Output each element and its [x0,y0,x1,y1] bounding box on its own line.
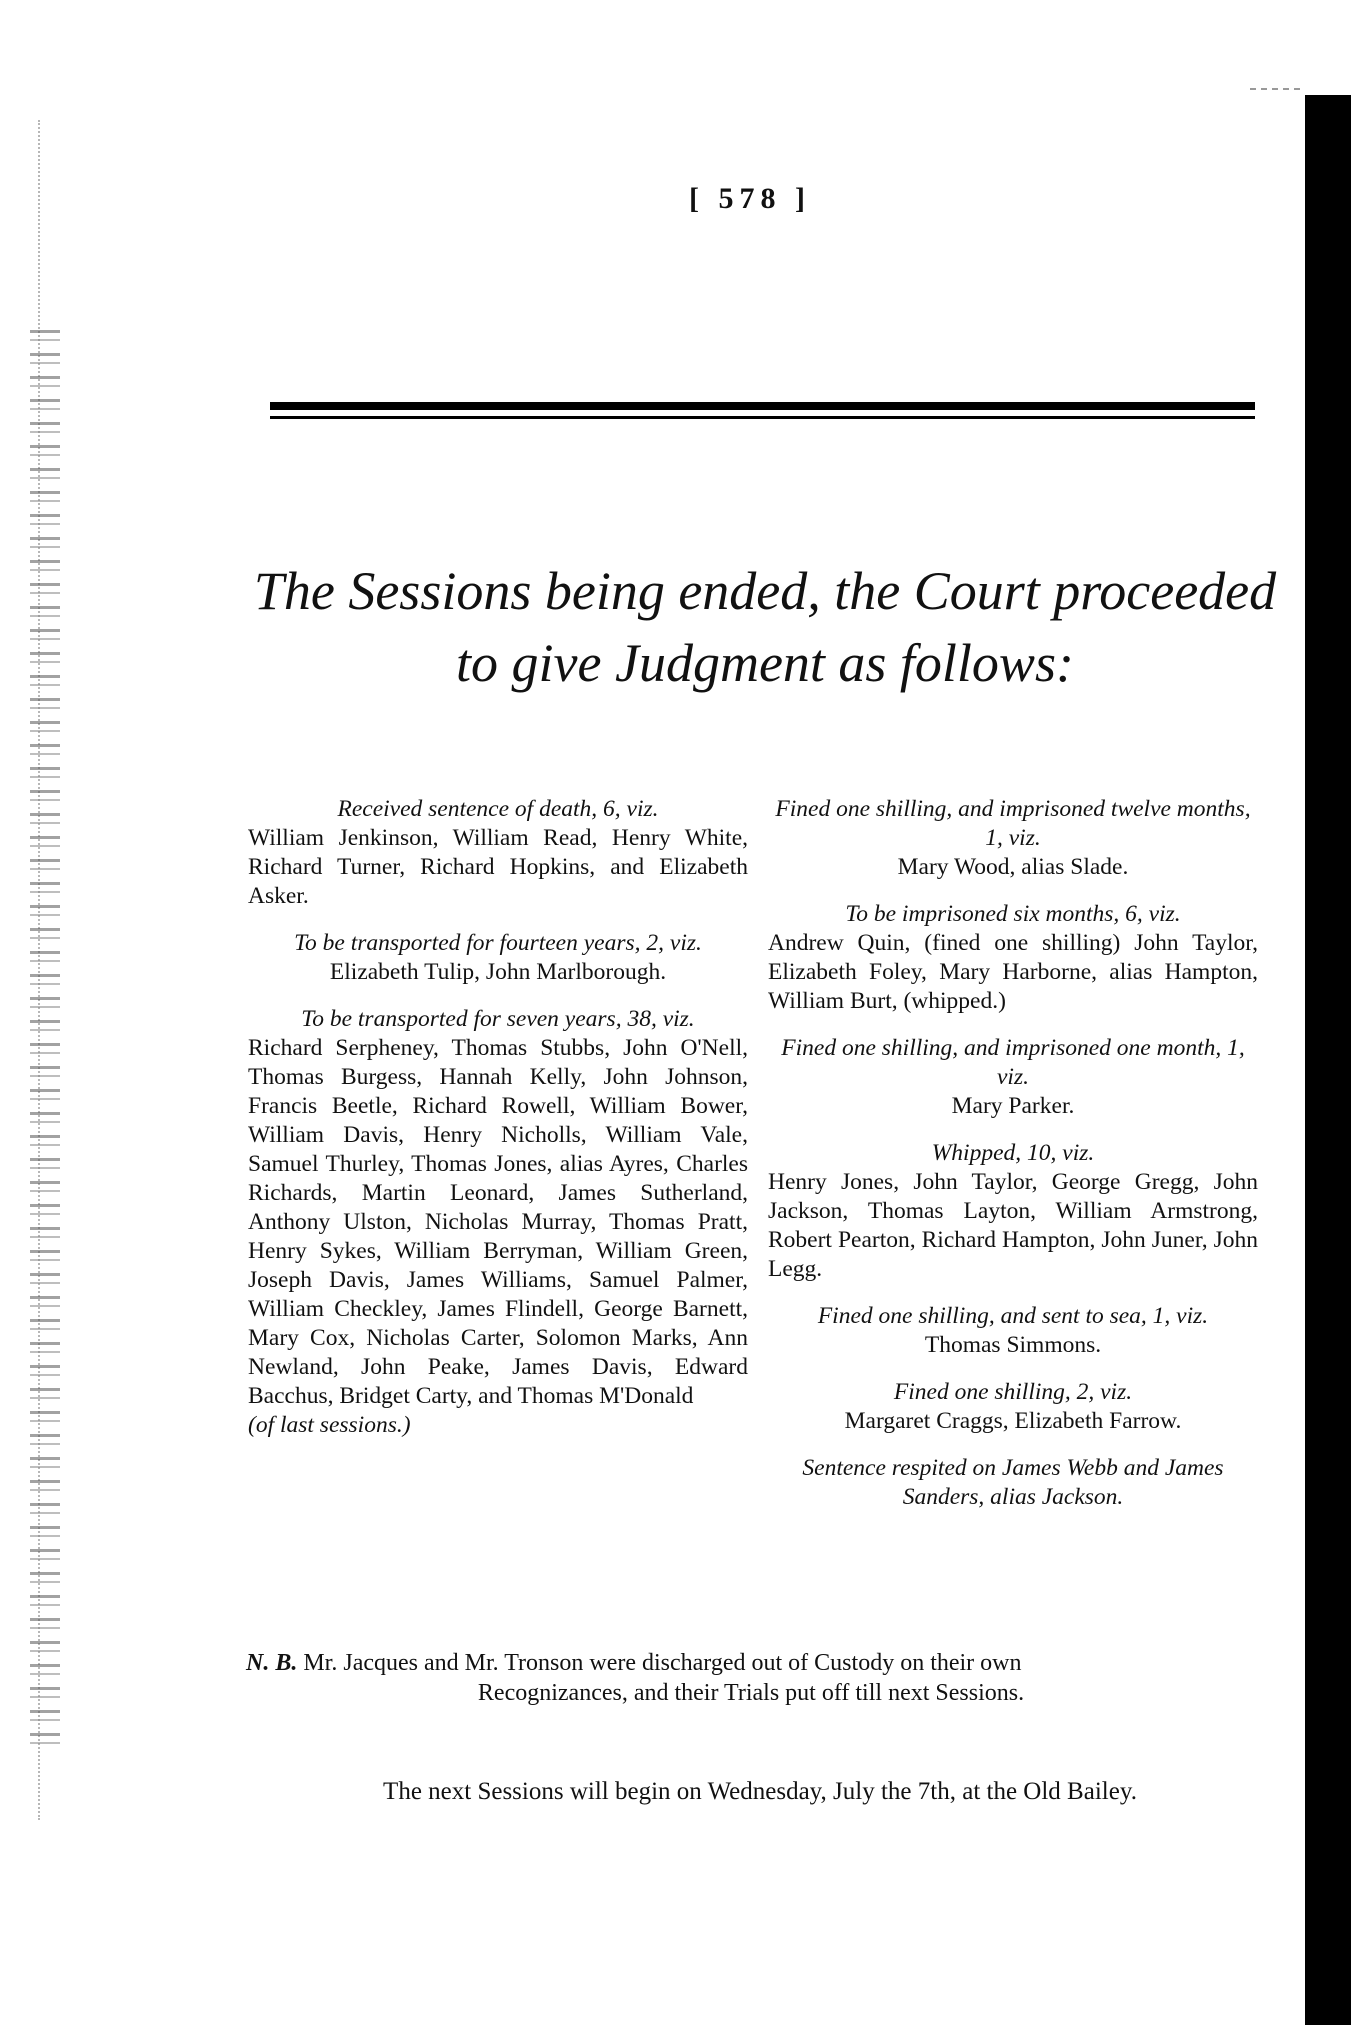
section-names: Richard Serpheney, Thomas Stubbs, John O'Nell, Thomas Burgess, Hannah Kelly, John Johnson, Francis Beetle, Richard Rowell, William Bower, William Davis, Henry Nicholls, William Vale, Samuel Thurley, Thomas Jones, alias Ayres, Charles Richards, Martin Leonard, James Sutherland, Anthony Ulston, Nicholas Murray, Thomas Pratt, Henry Sykes, William Berryman, William Green, Joseph Davis, James Williams, Samuel Palmer, William Checkley, James Flindell, George Barnett, Mary Cox, Nicholas Carter, Solomon Marks, Ann Newland, John Peake, James Davis, Edward Bacchus, Bridget Carty, and Thomas M'Donald [248,1035,748,1409]
nota-bene [246,1648,1256,1708]
section-fined-twelve-months [768,795,1258,882]
section-title: Fined one shilling, 2, viz. [893,1379,1133,1405]
page-number: [ 578 ] [689,182,811,215]
section-death [248,795,748,911]
nota-bene-line-2: Recognizances, and their Trials put off till next Sessions. [477,1680,1025,1706]
section-note: (of last sessions.) [248,1412,411,1438]
section-sentence-respited [768,1454,1258,1512]
section-names: Mary Wood, alias Slade. [897,854,1129,880]
scan-binding-shadow [1305,95,1351,2025]
section-title: Received sentence of death, 6, viz. [337,796,659,822]
section-title: Whipped, 10, viz. [931,1140,1095,1166]
section-title: To be imprisoned six months, 6, viz. [845,901,1181,927]
section-transported-seven [248,1005,748,1440]
section-sent-to-sea [768,1302,1258,1360]
section-imprisoned-six-months [768,900,1258,1016]
scan-corner-mark [1250,88,1300,90]
section-fined-one-month [768,1034,1258,1121]
nota-bene-line-1: Mr. Jacques and Mr. Tronson were discharged out of Custody on their own [303,1650,1022,1676]
right-column [768,795,1258,1530]
heading-line-1: The Sessions being ended, the Court proceeded [253,561,1277,621]
section-title: Sentence respited on James Webb and James Sanders, alias Jackson. [802,1455,1224,1510]
next-sessions-notice: The next Sessions will begin on Wednesday, July the 7th, at the Old Bailey. [383,1778,1137,1805]
heading-line-2: to give Judgment as follows: [456,633,1074,693]
section-names: William Jenkinson, William Read, Henry White, Richard Turner, Richard Hopkins, and Elizabeth Asker. [248,825,748,909]
page-heading [240,555,1290,699]
section-title: To be transported for fourteen years, 2, viz. [294,930,702,956]
section-transported-fourteen [248,929,748,987]
section-title: Fined one shilling, and sent to sea, 1, viz. [817,1303,1209,1329]
section-whipped [768,1139,1258,1284]
section-title: To be transported for seven years, 38, viz. [301,1006,695,1032]
section-fined-one-shilling [768,1378,1258,1436]
scan-edge-noise [30,330,60,1750]
section-names: Mary Parker. [951,1093,1075,1119]
left-column [248,795,748,1458]
nota-bene-label: N. B. [246,1650,298,1676]
section-names: Elizabeth Tulip, John Marlborough. [329,959,667,985]
section-title: Fined one shilling, and imprisoned one month, 1, viz. [781,1035,1245,1090]
section-names: Henry Jones, John Taylor, George Gregg, John Jackson, Thomas Layton, William Armstrong, Robert Pearton, Richard Hampton, John Juner, John Legg. [768,1169,1258,1282]
heading-rule-thin [270,416,1255,419]
section-names: Thomas Simmons. [924,1332,1102,1358]
section-names: Margaret Craggs, Elizabeth Farrow. [844,1408,1182,1434]
section-title: Fined one shilling, and imprisoned twelve months, 1, viz. [775,796,1251,851]
heading-rule-thick [270,402,1255,410]
section-names: Andrew Quin, (fined one shilling) John Taylor, Elizabeth Foley, Mary Harborne, alias Hampton, William Burt, (whipped.) [768,930,1258,1014]
